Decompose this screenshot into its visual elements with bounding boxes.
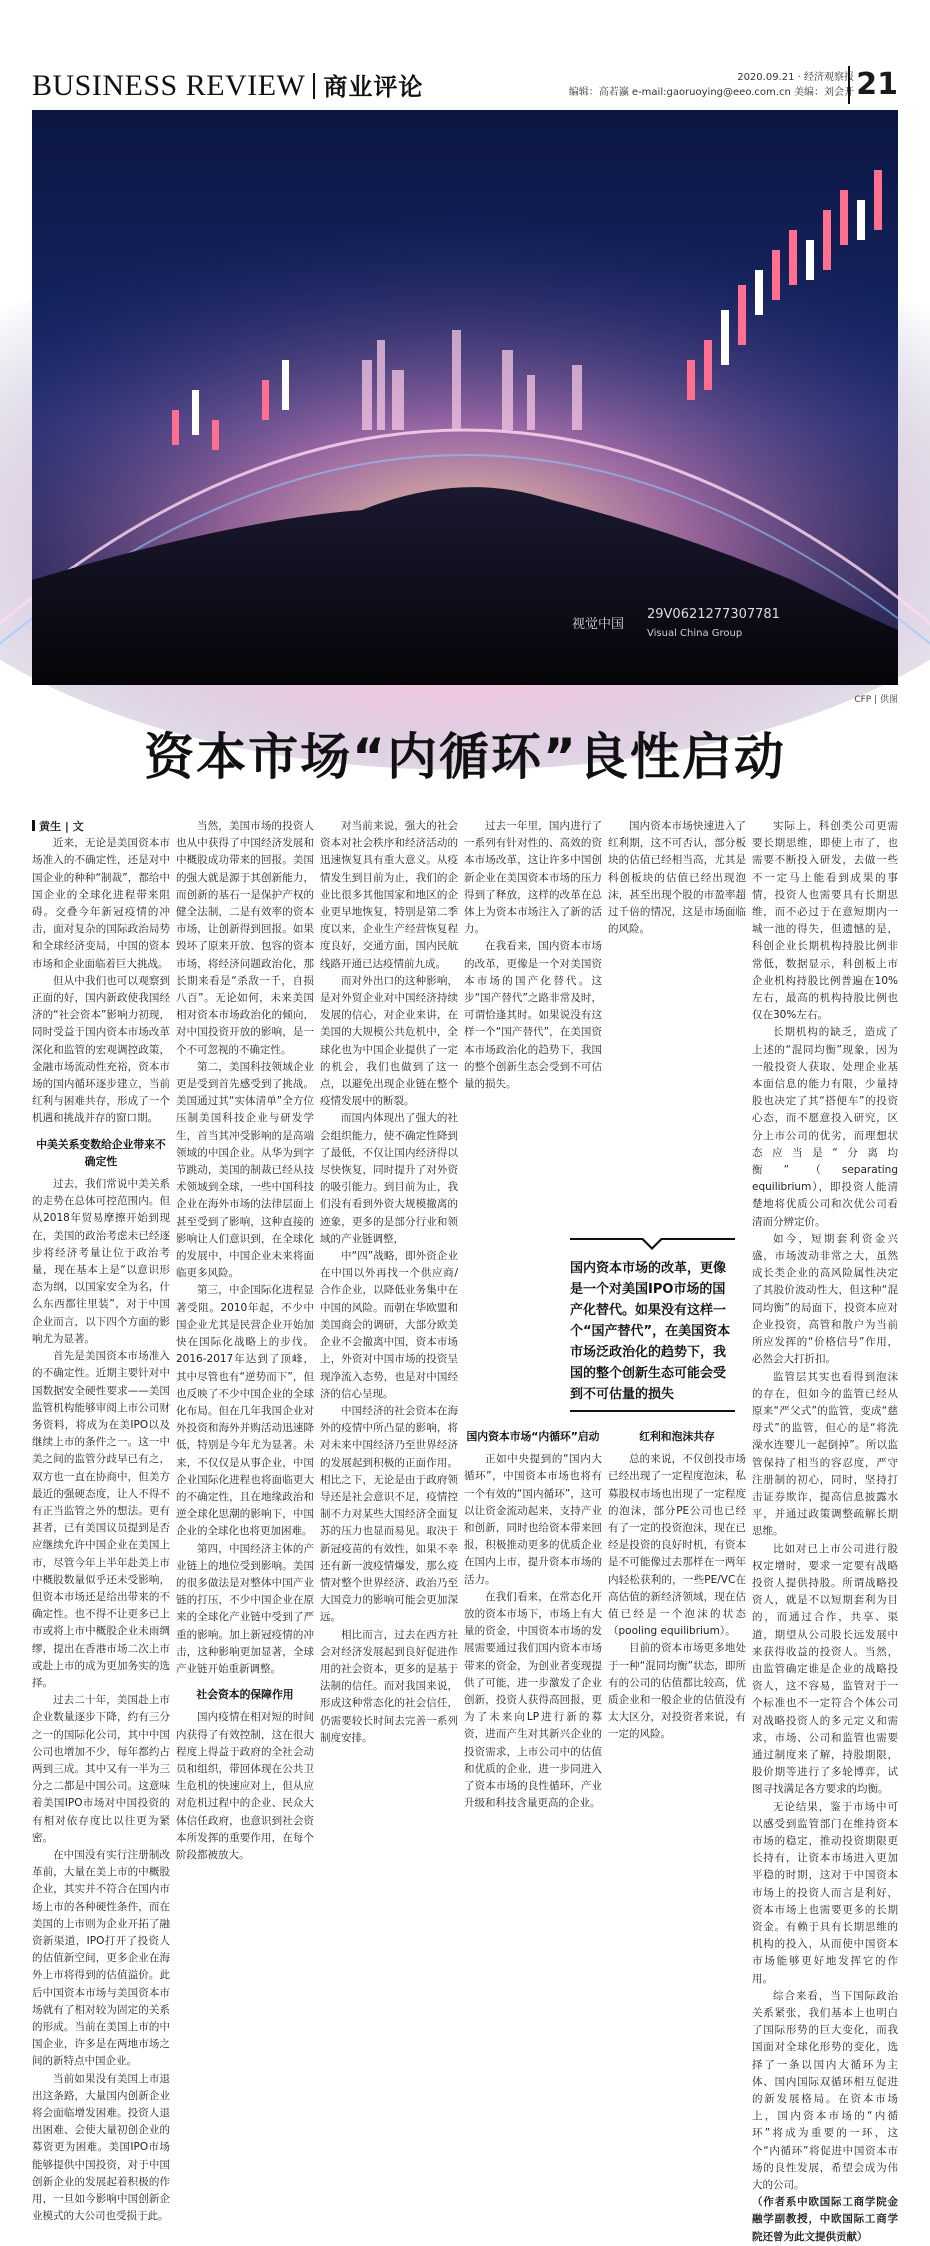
article-column-2: [176, 818, 314, 1861]
page-number: 21: [848, 66, 898, 104]
paragraph: 在中国没有实行注册制改革前，大量在美上市的中概股企业，其实并不符合在国内市场上市的各种硬性条件，而在美国的上市则为企业开拓了融资新渠道，IPO打开了投资人的估值新空间，更多企业在海外上市将得到的估值溢价。此后中国资本市场与美国资本市场就有了相对较为固定的关系的形成。当前在美国上市的中国企业，许多是在两地市场之间的新特点中国企业。: [32, 1848, 170, 2068]
section-title-cn: 商业评论: [323, 73, 424, 101]
paragraph: 正如中央提到的“国内大循环”，中国资本市场也将有一个有效的“国内循环”，这可以让资金流动起来，支持产业和创新，同时也给资本带来回报，积极推动更多的优质企业在国内上市，提升资本市场的活力。: [464, 1453, 602, 1586]
paragraph: 近来，无论是美国资本市场准入的不确定性，还是对中国企业的种种“制裁”，都给中国企业的全球化进程带来阻碍。交叠今年新冠疫情的冲击，面对复杂的国际政治局势和全球经济变局，中国的资本市场和企业面临着巨大挑战。: [32, 837, 170, 970]
svg-text:Visual China Group: Visual China Group: [647, 628, 743, 639]
paragraph: 第三，中企国际化进程显著受阻。2010年起，不少中国企业尤其是民营企业开始加快在国际化战略上的步伐。2016-2017年达到了顶峰，其中尽管也有“逆势而下”，但也反映了不少中国企业的全球化布局。但在几年我国企业对外投资和海外并购活动迅速降低，特别是今年尤为显著。未来，不仅仅是从事企业，中国企业国际化进程也将面临更大的不确定性，且在地缘政治和逆全球化思潮的影响下，中国企业的全球化也将更加困难。: [176, 1284, 314, 1538]
article-column-1: [32, 818, 170, 2223]
article-column-4: [464, 818, 602, 1218]
article-column-3: [320, 818, 458, 1798]
hero-illustration: [32, 110, 898, 685]
masthead-meta: [569, 70, 854, 100]
masthead: [32, 68, 898, 104]
pull-quote-text: 国内资本市场的改革，更像是一个对美国IPO市场的国产化替代。如果没有这样一个“国产替代”，在美国资本市场泛政治化的趋势下，我国的整个创新生态可能会受到不可估量的损失: [570, 1261, 731, 1402]
paragraph: 中国经济的社会资本在海外的疫情中所凸显的影响，将对未来中国经济乃至世界经济的发展起到积极的正面作用。相比之下，无论是由于政府领导还是社会意识不足，疫情控制不力对某些大国经济全面复苏的压力也显而易见。取决于新冠疫苗的有效性，如果不幸还有新一波疫情爆发，那么疫情对整个世界经济、政治乃至大国竞力的影响可能会更加深远。: [320, 1404, 458, 1624]
paragraph: 长期机构的缺乏，造成了上述的“混同均衡”现象，因为一般投资人获取、处理企业基本面信息的能力有限，少量持股也决定了其“搭便车”的投资心态，而不愿意投入研究，区分上市公司的优劣，而理想状态应当是“分离均衡”（separating equilibrium），即投资人能清楚地将优质公司和次优公司看清而分辨定价。: [752, 1026, 898, 1228]
section-heading: 国内资本市场“内循环”启动: [466, 1430, 600, 1443]
article-column-6: [752, 818, 898, 2243]
paragraph: 综合来看，当下国际政治关系紧张，我们基本上也明白了国际形势的巨大变化，而我国面对全球化形势的变化，选择了一条以国内大循环为主体、国内国际双循环相互促进的新发展格局。在资本市场上，国内资本市场的“内循环”将成为重要的一环，这个“内循环”将促进中国资本市场的良性发展，希望会成为伟大的公司。: [752, 1989, 898, 2192]
paragraph: 而对外出口的这种影响，是对外贸企业对中国经济持续发展的信心，对企业来讲，在美国的大规模公共危机中，全球化也为中国企业提供了一定的机会，我们也做到了这一点，以避免出现企业链在整个疫情发展中的断裂。: [320, 974, 458, 1108]
paragraph: 过去，我们常说中美关系的走势在总体可控范围内。但从2018年贸易摩擦开始到现在，美国的政治考虑未已经逐步将经济考量让位于政治考量，现在基本上是“以意识形态为纲，以国家安全为名，什么东西都往里装”，对于中国企业而言，以下四个方面的影响尤为显著。: [32, 1178, 170, 1345]
paragraph: 而国内体现出了强大的社会组织能力，使不确定性降到了最低，不仅让国内经济得以尽快恢复，同时提升了对外资的吸引能力。到目前为止，我们没有看到外资大规模撤离的迹象，更多的是部分行业和领域的产业链调整，: [320, 1112, 458, 1245]
paragraph: 实际上，科创类公司更需要长期思维，即使上市了，也需要不断投入研发，去做一些不一定马上能看到成果的事情，投资人也需要具有长期思维，而不必过于在意短期内一城一池的得失，但遗憾的是，科创企业长期机构持股比例非常低，数据显示，科创板上市企业机构持股比例普遍在10%左右，最高的机构持股比例也仅在30%左右。: [752, 820, 898, 1022]
byline: 黄生 | 文: [32, 818, 170, 835]
article-column-5-lower: [608, 1420, 746, 1798]
paragraph: 当然，美国市场的投资人也从中获得了中国经济发展和中概股成功带来的回报。美国的强大就是源于其创新能力，而创新的基石一是保护产权的健全法制，二是有效率的资本市场，让创新得到回报。如果毁坏了原来开放、包容的资本市场，将经济问题政治化，那长期来看是“杀敌一千，自损八百”。无论如何，未来美国相对资本市场政治化的倾向，对中国投资开放的影响，是一个不可忽视的不确定性。: [176, 820, 314, 1056]
paragraph: 但从中我们也可以观察到正面的好，国内新政使我国经济的“社会资本”影响力初现，同时受益于国内资本市场改革深化和监管的宏观调控政策，金融市场流动性充裕，资本市场的国内循环逐步建立，当前红利与困难共存，形成了一个机遇和挑战并存的窗口期。: [32, 974, 170, 1125]
section-heading: 中美关系变数给企业带来不确定性: [36, 1137, 166, 1168]
title-divider: [313, 73, 315, 99]
paragraph: 对当前来说，强大的社会资本对社会秩序和经济活动的迅速恢复具有重大意义。从疫情发生到目前为止，我们的企业比很多其他国家和地区的企业更早地恢复，特别是第二季度以来，企业生产经营恢复程度良好，交通方面，国内民航线路开通已达疫情前九成。: [320, 820, 458, 970]
paragraph: 在我看来，国内资本市场的改革，更像是一个对美国资本市场的国产化替代。这步“国产替代”之路非常及时，可谓恰逢其时。如果说没有这样一个“国产替代”，在美国资本市场政治化的趋势下，我国的整个创新生态会受到不可估量的损失。: [464, 940, 602, 1091]
section-title: [32, 68, 423, 105]
byline-marker: [32, 820, 35, 831]
paragraph: 中“四”战略，即外资企业在中国以外再找一个供应商/合作企业，以降低业务集中在中国的风险。而朝在华欧盟和美国商会的调研，大部分欧美企业不会撤离中国，资本市场上，外资对中国市场的投资呈现净流入态势，也是对中国经济的信心呈现。: [320, 1250, 458, 1400]
article-headline: 资本市场“内循环”良性启动: [144, 728, 786, 786]
section-title-en: BUSINESS REVIEW: [32, 69, 306, 102]
svg-text:视觉中国: 视觉中国: [572, 617, 625, 632]
paragraph: 当前如果没有美国上市退出这条路，大量国内创新企业将会面临增发困难。投资人退出困难、会使大量初创企业的募资更为困难。美国IPO市场能够提供中国投资，对于中国创新企业的发展起着积极的作用，一旦如今影响中国创新企业模式的大公司也受损于此。: [32, 2072, 170, 2223]
svg-text:29V0621277307781: 29V0621277307781: [647, 607, 780, 622]
paragraph: 第四，中国经济主体的产业链上的地位受到影响。美国的很多做法是对整体中国产业链的打压，不少中国企业在原来的全球化产业链中受到了严重的影响。加上新冠疫情的冲击，这种影响更加显著，全球产业链开始重新调整。: [176, 1542, 314, 1675]
pull-quote: [570, 1230, 735, 1415]
pull-quote-arrow-inner: [643, 1238, 661, 1247]
paragraph: 目前的资本市场更多地处于一种“混同均衡”状态，即所有的公司的估值都比较高，优质企业和一般企业的估值没有太大区分，对投资者来说，有一定的风险。: [608, 1642, 746, 1741]
hero-image: [32, 110, 898, 685]
paragraph: 如今，短期套利资金兴盛，市场波动非常之大，虽然成长类企业的高风险属性决定了其股价波动性大，但这种“混同均衡”的局面下，投资本应对企业投资，高管和散户为当前所应发挥的“价格信号”作用，必然会大打折扣。: [752, 1232, 898, 1366]
author-note: （作者系中欧国际工商学院金融学副教授，中欧国际工商学院还曾为此文提供贡献）: [752, 2196, 898, 2243]
paragraph: 首先是美国资本市场准入的不确定性。近期主要针对中国数据安全硬性要求——美国监管机构能够审阅上市公司财务资料，将成为在美IPO以及继续上市的条件之一。这一中美之间的监管分歧早已有之，双方也一直在协商中，但美方最近的强硬态度，让人不得不有正当监管之外的想法。更有甚者，已有美国议员提到是否应继续允许中国企业在美国上市，尽管今年上半年赴美上市中概股数量似乎还未受影响，但资本市场还是给出带来的不确定性。也不得不让更多已上市或将上市中概股企业未雨绸缪，提出在香港市场二次上市或赴上市的成为更加务实的选择。: [32, 1350, 170, 1689]
paragraph: 第二，美国科技领域企业更是受到首先感受到了挑战。美国通过其“实体清单”全方位压制美国科技企业与研发学生，首当其冲受影响的是高端领域的中国企业。从华为到字节跳动，美国的制裁已经从技术领域到全球，一些中国科技企业在海外市场的法律层面上甚至受到了影响，这种直接的影响让人们意识到，在全球化的发展中，中国企业未来将面临更多风险。: [176, 1060, 314, 1280]
section-heading: 社会资本的保障作用: [196, 1688, 294, 1702]
pull-quote-rule-bottom: [570, 1410, 735, 1412]
image-credit: CFP | 供图: [854, 695, 898, 705]
paragraph: 无论结果，鉴于市场中可以感受到监管部门在维持资本市场的稳定，推动投资期限更长持有，让资本市场进入更加平稳的时期，这对于中国资本市场上的投资人而言是利好，资本市场上也需要更多的长期资金。有赖于具有长期思维的机构的投入，从而使中国资本市场能够更好地发挥它的作用。: [752, 1800, 898, 1985]
date-line: 2020.09.21 · 经济观察报: [737, 72, 854, 83]
section-heading: 红利和泡沫共存: [639, 1430, 715, 1443]
paragraph: 在我们看来，在常态化开放的资本市场下，市场上有大量的资金，中国资本市场的发展需要通过我们国内资本市场带来的资金，为创业者变现提供了可能，进一步激发了企业创新，投资人获得高回报，更为了未来向LP进行新的募资，进而产生对其新兴企业的投资需求，上市公司中的估值和优质的企业，进一步同进入了资本市场的良性循环，产业升级和科技含量更高的企业。: [464, 1590, 602, 1810]
paragraph: 过去二十年，美国赴上市企业数量逐步下降，约有三分之一的国际化公司，其中中国公司也增加不少，每年都约占两到三成。其中又有一半为三分之二都是中国公司。这意味着美国IPO市场对中国投资的有相对依存度比以往更为紧密。: [32, 1694, 170, 1844]
paragraph: 相比而言，过去在西方社会对经济发展起到良好促进作用的社会资本，更多的是基于法制的信任。而对我国来说，形成这种常态化的社会信任，仍需要较长时间去完善一系列制度安排。: [320, 1628, 458, 1744]
paragraph: 监管层其实也看得到泡沫的存在，但如今的监管已经从原来“严父式”的监管，变成“慈母式”的监管，但心的是“将洗澡水连婴儿一起倒掉”。所以监管保持了相当的容忍度，严守注册制的初心，同时，坚持打击证券欺诈，提高信息披露水平，并通过政策调整疏解长期思维。: [752, 1370, 898, 1538]
paragraph: 国内资本市场快速进入了红利期，这不可否认，部分板块的估值已经相当高，尤其是科创板块的估值已经出现泡沫，甚至出现个股的市盈率超过千倍的情况，这是市场面临的风险。: [608, 820, 746, 936]
paragraph: 总的来说，不仅创投市场已经出现了一定程度泡沫，私募股权市场也出现了一定程度的泡沫，部分PE公司也已经有了一定的投资泡沫，现在已经是投资的良好时机，有资本是不可能像过去那样在一两年内轻松获利的，一些PE/VC在高估值的新经济领域，现在估值已经是一个泡沫的状态（pooling equilibrium）。: [608, 1453, 746, 1638]
paragraph: 比如对已上市公司进行股权定增时，要求一定要有战略投资人提供持股。所谓战略投资人，就是不以短期套利为目的，而通过合作，共享、渠道，期望从公司股长远发展中来获得收益的投资人。当然，由监管确定谁是企业的战略投资人，这不容易，监管对于一个标准也不一定符合个体公司对战略投资人的多元定义和需求，市场、公司和监管也需要通过制度来了解，持股期限，股价期等进行了多轮博弈，试图寻找满足各方要求的均衡。: [752, 1542, 898, 1796]
editor-line: 编辑：高若瀛 e-mail:gaoruoying@eeo.com.cn 美编：刘会开: [568, 87, 854, 98]
article-column-4-lower: [464, 1420, 602, 1810]
paragraph: 过去一年里，国内进行了一系列有针对性的、高效的资本市场改革，这让许多中国创新企业在美国资本市场的压力得到了释放，这样的改革在总体上为资本市场注入了新的活力。: [464, 820, 602, 936]
article-column-5: [608, 818, 746, 1218]
paragraph: 国内疫情在相对短的时间内获得了有效控制，这在很大程度上得益于政府的全社会动员和组织，带回体现在公共卫生危机的快速应对上，但从应对危机过程中的企业、民众大体信任政府，也意识到社会资本所发挥的重要作用，在每个阶段都被放大。: [176, 1711, 314, 1861]
